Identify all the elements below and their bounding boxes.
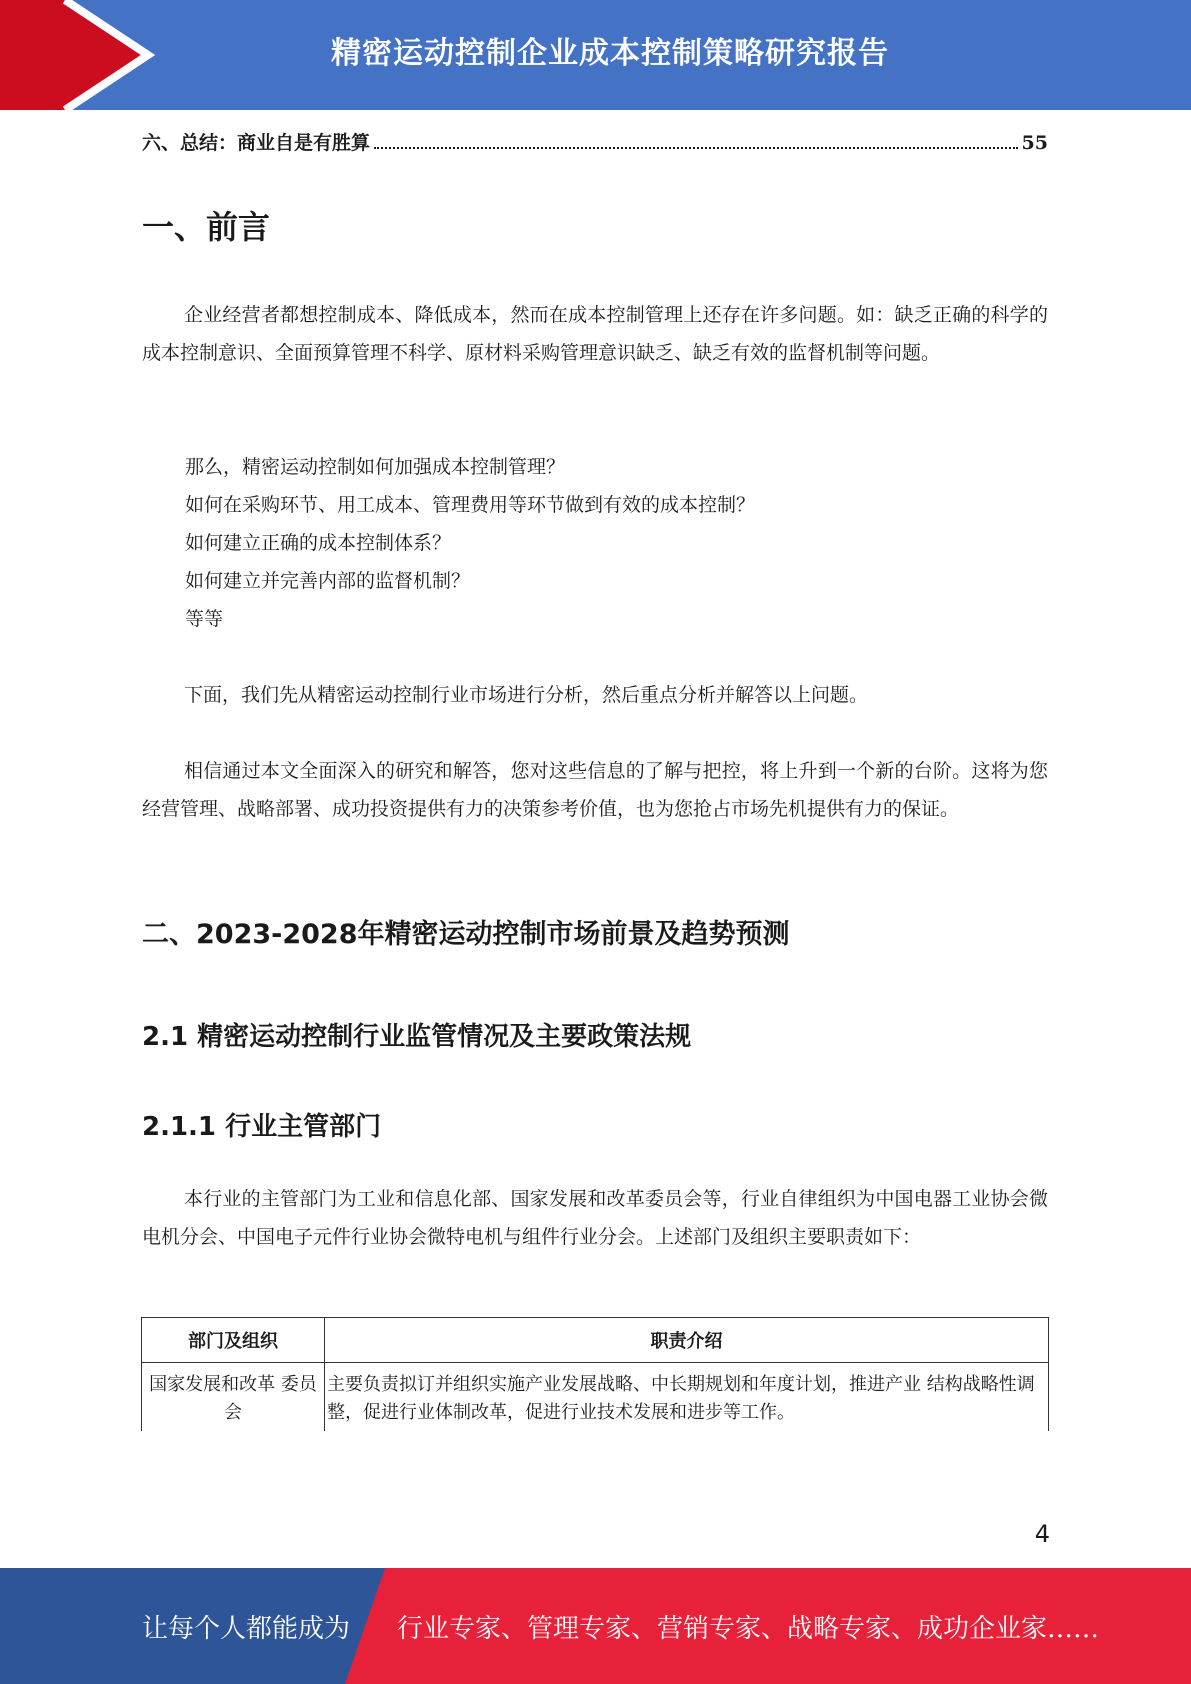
question-5: 等等 [185, 608, 224, 630]
toc-label: 六、总结：商业自是有胜算 [142, 132, 371, 154]
footer-slogan-right: 行业专家、管理专家、营销专家、战略专家、成功企业家…… [397, 1614, 1100, 1644]
table-header-cell: 职责介绍 [325, 1318, 1049, 1363]
page-number: 4 [1034, 1520, 1050, 1548]
table-header-cell: 部门及组织 [142, 1318, 325, 1363]
subsection-heading-2-1-1: 2.1.1 行业主管部门 [142, 1112, 382, 1142]
table-header-row [142, 1318, 1049, 1363]
table-row [142, 1363, 1049, 1432]
report-title: 精密运动控制企业成本控制策略研究报告 [331, 36, 889, 71]
table-cell-department: 国家发展和改革 委员会 [142, 1363, 325, 1432]
preface-paragraph-1: 企业经营者都想控制成本、降低成本，然而在成本控制管理上还存在许多问题。如：缺乏正确的科学的成本控制意识、全面预算管理不科学、原材料采购管理意识缺乏、缺乏有效的监督机制等问题。 [142, 304, 1048, 364]
section-heading-preface: 一、前言 [142, 208, 271, 246]
subsection-heading-2-1: 2.1 精密运动控制行业监管情况及主要政策法规 [142, 1022, 692, 1052]
footer-slogan-left: 让每个人都能成为 [142, 1614, 351, 1644]
page-footer [0, 1568, 1191, 1684]
preface-paragraph-3: 相信通过本文全面深入的研究和解答，您对这些信息的了解与把控，将上升到一个新的台阶。这将为您经营管理、战略部署、成功投资提供有力的决策参考价值，也为您抢占市场先机提供有力的保证。 [142, 760, 1048, 820]
toc-page-number: 55 [1021, 132, 1048, 154]
question-2: 如何在采购环节、用工成本、管理费用等环节做到有效的成本控制？ [185, 494, 756, 516]
toc-entry[interactable] [142, 128, 1048, 155]
page-header [0, 0, 1191, 110]
question-4: 如何建立并完善内部的监督机制？ [185, 570, 471, 592]
question-1: 那么，精密运动控制如何加强成本控制管理？ [185, 456, 566, 478]
preface-paragraph-2: 下面，我们先从精密运动控制行业市场进行分析，然后重点分析并解答以上问题。 [184, 684, 869, 706]
section-heading-forecast: 二、2023-2028年精密运动控制市场前景及趋势预测 [142, 919, 790, 950]
table-cell-duty: 主要负责拟订并组织实施产业发展战略、中长期规划和年度计划，推进产业 结构战略性调整，促进行业体制改革，促进行业技术发展和进步等工作。 [325, 1363, 1049, 1432]
question-3: 如何建立正确的成本控制体系？ [185, 532, 452, 554]
regulator-table [141, 1317, 1049, 1431]
toc-leader-dots [374, 147, 1018, 149]
regulator-paragraph: 本行业的主管部门为工业和信息化部、国家发展和改革委员会等，行业自律组织为中国电器工业协会微电机分会、中国电子元件行业协会微特电机与组件行业分会。上述部门及组织主要职责如下： [142, 1188, 1048, 1248]
